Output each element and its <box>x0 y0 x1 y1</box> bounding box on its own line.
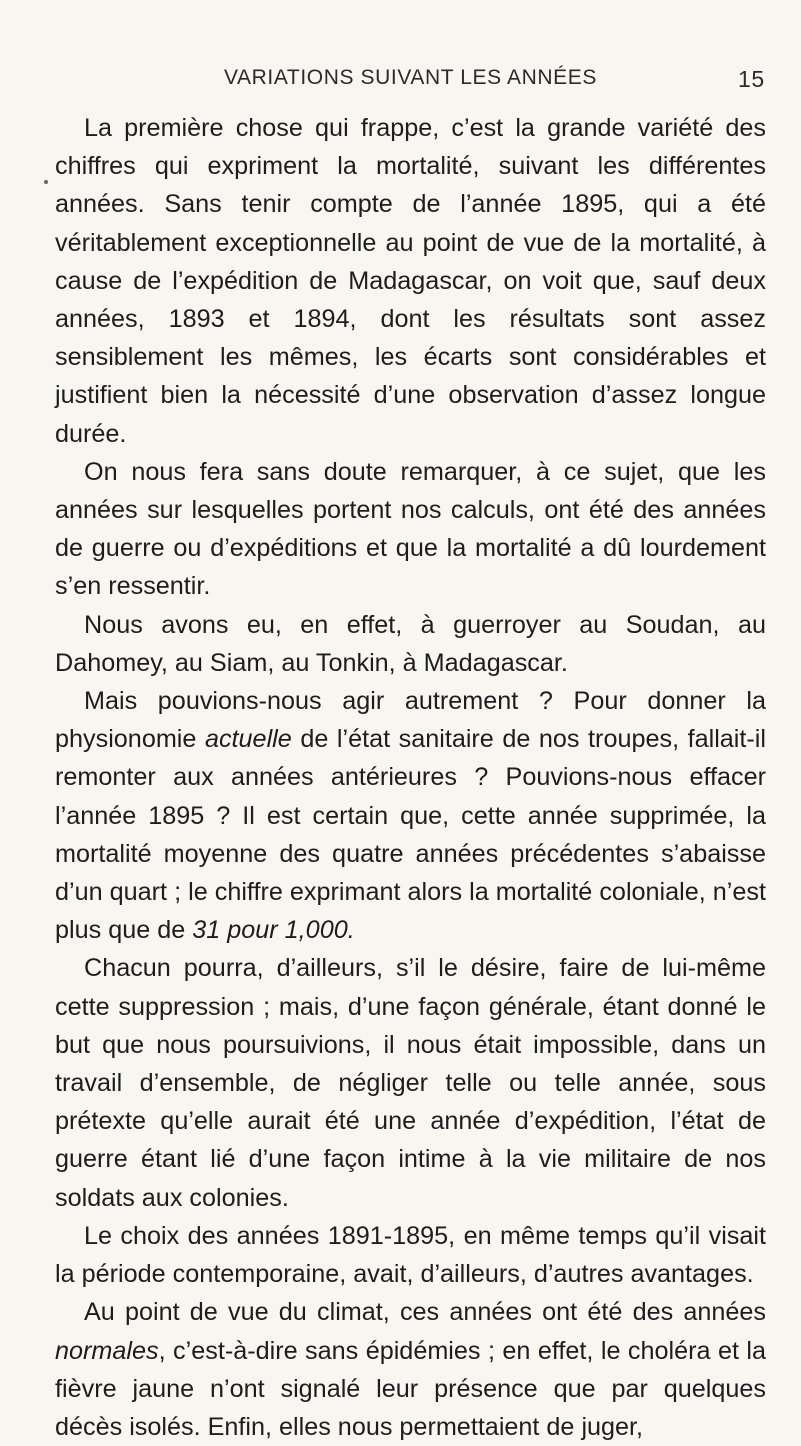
paragraph <box>55 1217 766 1293</box>
text-run: Mais pouvions-nous agir autrement ? Pour donner la physionomie <box>55 687 766 754</box>
italic-text-run: 31 pour 1,000. <box>192 916 355 945</box>
paragraph <box>55 1293 766 1446</box>
text-run: Nous avons eu, en effet, à guerroyer au Soudan, au Dahomey, au Siam, au Tonkin, à Madagascar. <box>55 610 766 677</box>
text-run: Le choix des années 1891-1895, en même temps qu’il visait la période contemporaine, avait, d’ailleurs, d’autres avantages. <box>55 1221 766 1289</box>
running-head <box>0 66 801 96</box>
paragraph <box>55 109 766 453</box>
italic-text-run: normales <box>55 1336 159 1365</box>
paragraph <box>55 682 766 949</box>
running-title: VARIATIONS SUIVANT LES ANNÉES <box>224 66 597 89</box>
paragraph <box>55 606 766 682</box>
text-run: Chacun pourra, d’ailleurs, s’il le désire, faire de lui-même cette suppression ; mais, d’une façon générale, étant donné le but que nous poursuivions, il nous était impossible, dans un travail d’ensemble, de négliger telle ou telle année, sous prétexte qu’elle aurait été une année d’expédition, l’état de guerre étant lié d’une façon intime à la vie militaire de nos soldats aux colonies. <box>55 954 766 1212</box>
text-run: de l’état sanitaire de nos troupes, fallait-il remonter aux années antérieures ? Pouvions-nous effacer l’année 1895 ? Il est certain que, cette année supprimée, la mortalité moyenne des quatre années précédentes s’abaisse d’un quart ; le chiffre exprimant alors la mortalité coloniale, n’est plus que de <box>55 725 766 945</box>
margin-speck <box>44 180 48 184</box>
text-run: La première chose qui frappe, c’est la grande variété des chiffres qui expriment la mortalité, suivant les différentes années. Sans tenir compte de l’année 1895, qui a été véritablement exceptionnelle au point de vue de la mortalité, à cause de l’expédition de Madagascar, on voit que, sauf deux années, 1893 et 1894, dont les résultats sont assez sensiblement les mêmes, les écarts sont considérables et justifient bien la nécessité d’une observation d’assez longue durée. <box>55 114 766 448</box>
italic-text-run: actuelle <box>204 725 292 754</box>
body-text <box>55 109 766 1446</box>
paragraph <box>55 949 766 1216</box>
paragraph <box>55 453 766 606</box>
text-run: , c’est-à-dire sans épidémies ; en effet, le choléra et la fièvre jaune n’ont signalé leur présence que par quelques décès isolés. Enfin, elles nous permettaient de juger, <box>55 1336 766 1441</box>
page-number: 15 <box>738 66 765 92</box>
text-run: Au point de vue du climat, ces années ont été des années <box>84 1298 766 1327</box>
text-run: On nous fera sans doute remarquer, à ce sujet, que les années sur lesquelles portent nos calculs, ont été des années de guerre ou d’expéditions et que la mortalité a dû lourdement s’en ressentir. <box>55 457 766 601</box>
